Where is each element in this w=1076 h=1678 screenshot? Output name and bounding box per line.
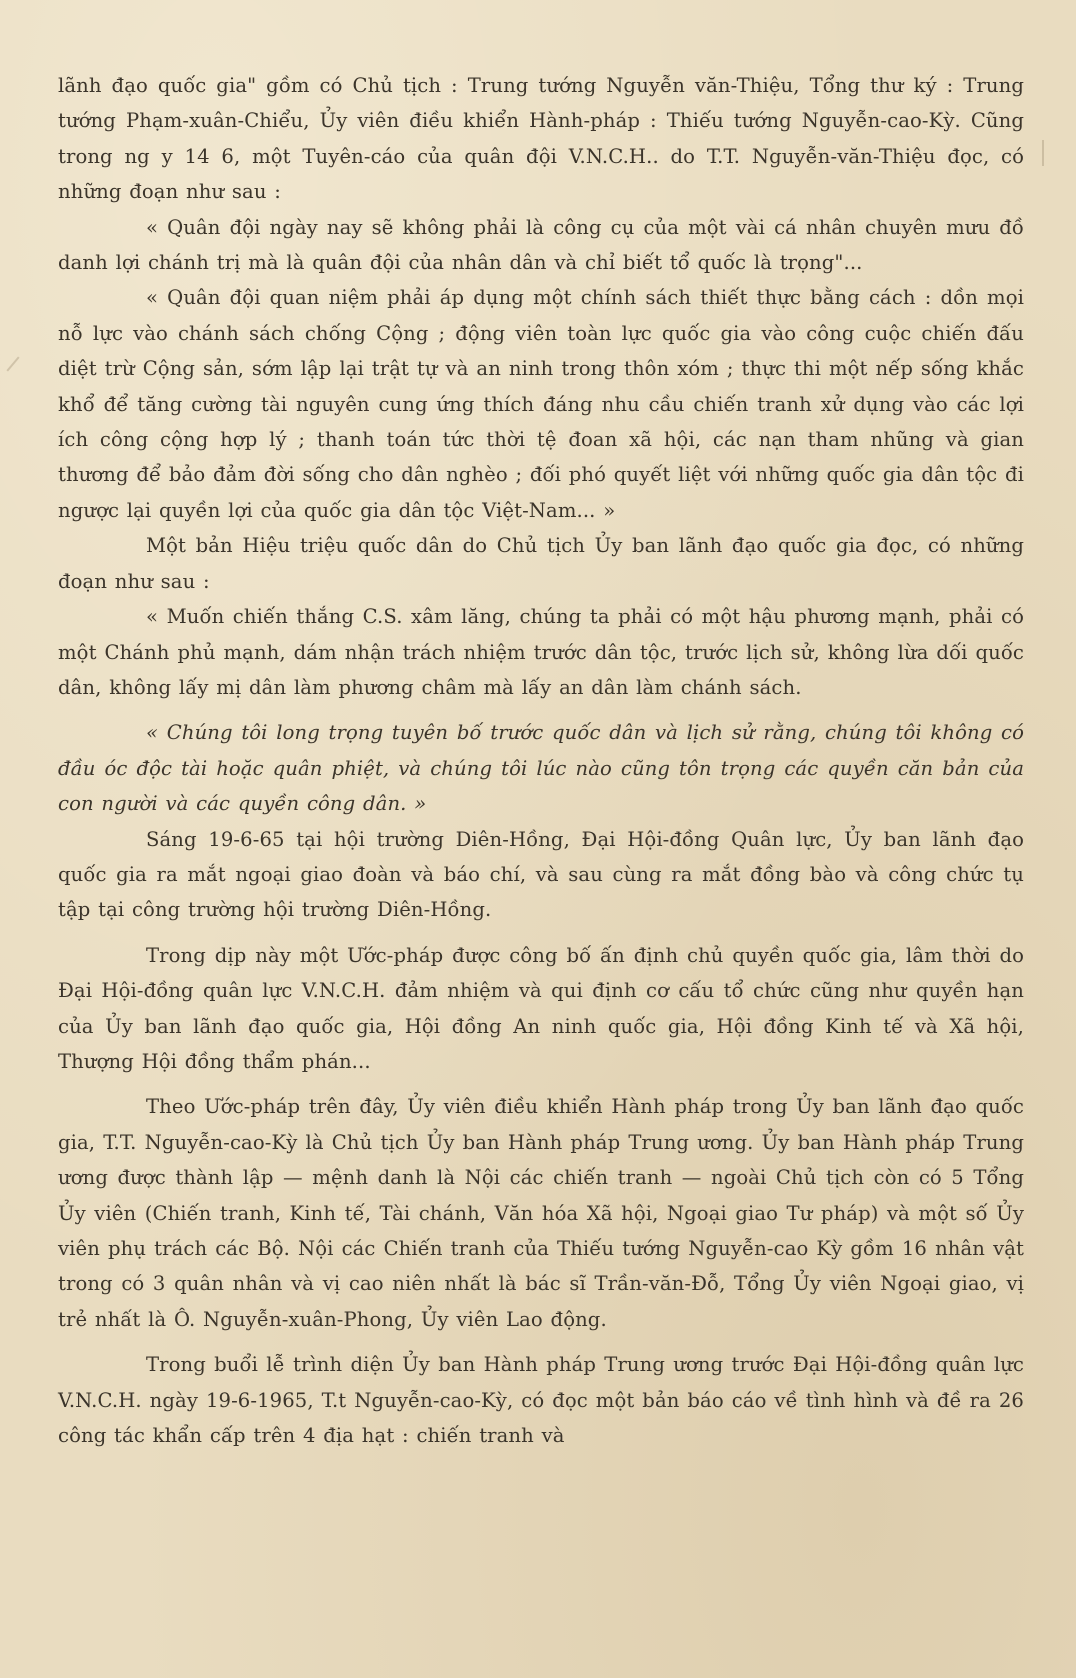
paragraph-appeal-intro: Một bản Hiệu triệu quốc dân do Chủ tịch Ủy ban lãnh đạo quốc gia đọc, có những đoạn như sau : bbox=[58, 534, 1024, 593]
paragraph-continuation: lãnh đạo quốc gia" gồm có Chủ tịch : Trung tướng Nguyễn văn-Thiệu, Tổng thư ký : Trung tướng Phạm-xuân-Chiểu, Ủy viên điều khiển Hành-pháp : Thiếu tướng Nguyễn-cao-Kỳ. Cũng trong ng y 14 6, một Tuyên-cáo của quân đội V.N.C.H.. do T.T. Nguyễn-văn-Thiệu đọc, có những đoạn như sau : bbox=[58, 74, 1024, 204]
paragraph-army-proclamation-quote-1: « Quân đội ngày nay sẽ không phải là công cụ của một vài cá nhân chuyên mưu đồ danh lợi chánh trị mà là quân đội của nhân dân và chỉ biết tổ quốc là trọng"... bbox=[58, 215, 1024, 275]
paragraph-italic-declaration: « Chúng tôi long trọng tuyên bố trước quốc dân và lịch sử rằng, chúng tôi không có đầu óc độc tài hoặc quân phiệt, và chúng tôi lúc nào cũng tôn trọng các quyền căn bản của con người và các quyền công dân. » bbox=[58, 721, 1024, 816]
paragraph-dien-hong: Sáng 19-6-65 tại hội trường Diên-Hồng, Đại Hội-đồng Quân lực, Ủy ban lãnh đạo quốc gia ra mắt ngoại giao đoàn và báo chí, và sau cùng ra mắt đồng bào và công chức tụ tập tại công trường hội trường Diên-Hồng. bbox=[58, 827, 1024, 922]
paragraph-uoc-phap: Trong dịp này một Ước-pháp được công bố ấn định chủ quyền quốc gia, lâm thời do Đại Hội-đồng quân lực V.N.C.H. đảm nhiệm và qui định cơ cấu tổ chức cũng như quyền hạn của Ủy ban lãnh đạo quốc gia, Hội đồng An ninh quốc gia, Hội đồng Kinh tế và Xã hội, Thượng Hội đồng thẩm phán... bbox=[58, 943, 1024, 1073]
paragraph-army-proclamation-quote-2: « Quân đội quan niệm phải áp dụng một chính sách thiết thực bằng cách : dồn mọi nỗ lực vào chánh sách chống Cộng ; động viên toàn lực quốc gia vào công cuộc chiến đấu diệt trừ Cộng sản, sớm lập lại trật tự và an ninh trong thôn xóm ; thực thi một nếp sống khắc khổ để tăng cường tài nguyên cung ứng thích đáng nhu cầu chiến tranh xử dụng vào các lợi ích công cộng hợp lý ; thanh toán tức thời tệ đoan xã hội, các nạn tham nhũng và gian thương để bảo đảm đời sống cho dân nghèo ; đối phó quyết liệt với những quốc gia dân tộc đi ngược lại quyền lợi của quốc gia dân tộc Việt-Nam... » bbox=[58, 286, 1024, 522]
paragraph-war-cabinet: Theo Ước-pháp trên đây, Ủy viên điều khiển Hành pháp trong Ủy ban lãnh đạo quốc gia, T.T. Nguyễn-cao-Kỳ là Chủ tịch Ủy ban Hành pháp Trung ương. Ủy ban Hành pháp Trung ương được thành lập — mệnh danh là Nội các chiến tranh — ngoài Chủ tịch còn có 5 Tổng Ủy viên (Chiến tranh, Kinh tế, Tài chánh, Văn hóa Xã hội, Ngoại giao Tư pháp) và một số Ủy viên phụ trách các Bộ. Nội các Chiến tranh của Thiếu tướng Nguyễn-cao Kỳ gồm 16 nhân vật trong có 3 quân nhân và vị cao niên nhất là bác sĩ Trần-văn-Đỗ, Tổng Ủy viên Ngoại giao, vị trẻ nhất là Ô. Nguyễn-xuân-Phong, Ủy viên Lao động. bbox=[58, 1095, 1024, 1331]
margin-smudge bbox=[1042, 140, 1044, 166]
paragraph-appeal-quote: « Muốn chiến thắng C.S. xâm lăng, chúng ta phải có một hậu phương mạnh, phải có một Chánh phủ mạnh, dám nhận trách nhiệm trước dân tộc, trước lịch sử, không lừa dối quốc dân, không lấy mị dân làm phương châm mà lấy an dân làm chánh sách. bbox=[58, 605, 1024, 699]
paragraph-presentation: Trong buổi lễ trình diện Ủy ban Hành pháp Trung ương trước Đại Hội-đồng quân lực V.N.C.H. ngày 19-6-1965, T.t Nguyễn-cao-Kỳ, có đọc một bản báo cáo về tình hình và đề ra 26 công tác khẩn cấp trên 4 địa hạt : chiến tranh và bbox=[58, 1353, 1024, 1448]
text-body bbox=[58, 68, 1024, 1453]
